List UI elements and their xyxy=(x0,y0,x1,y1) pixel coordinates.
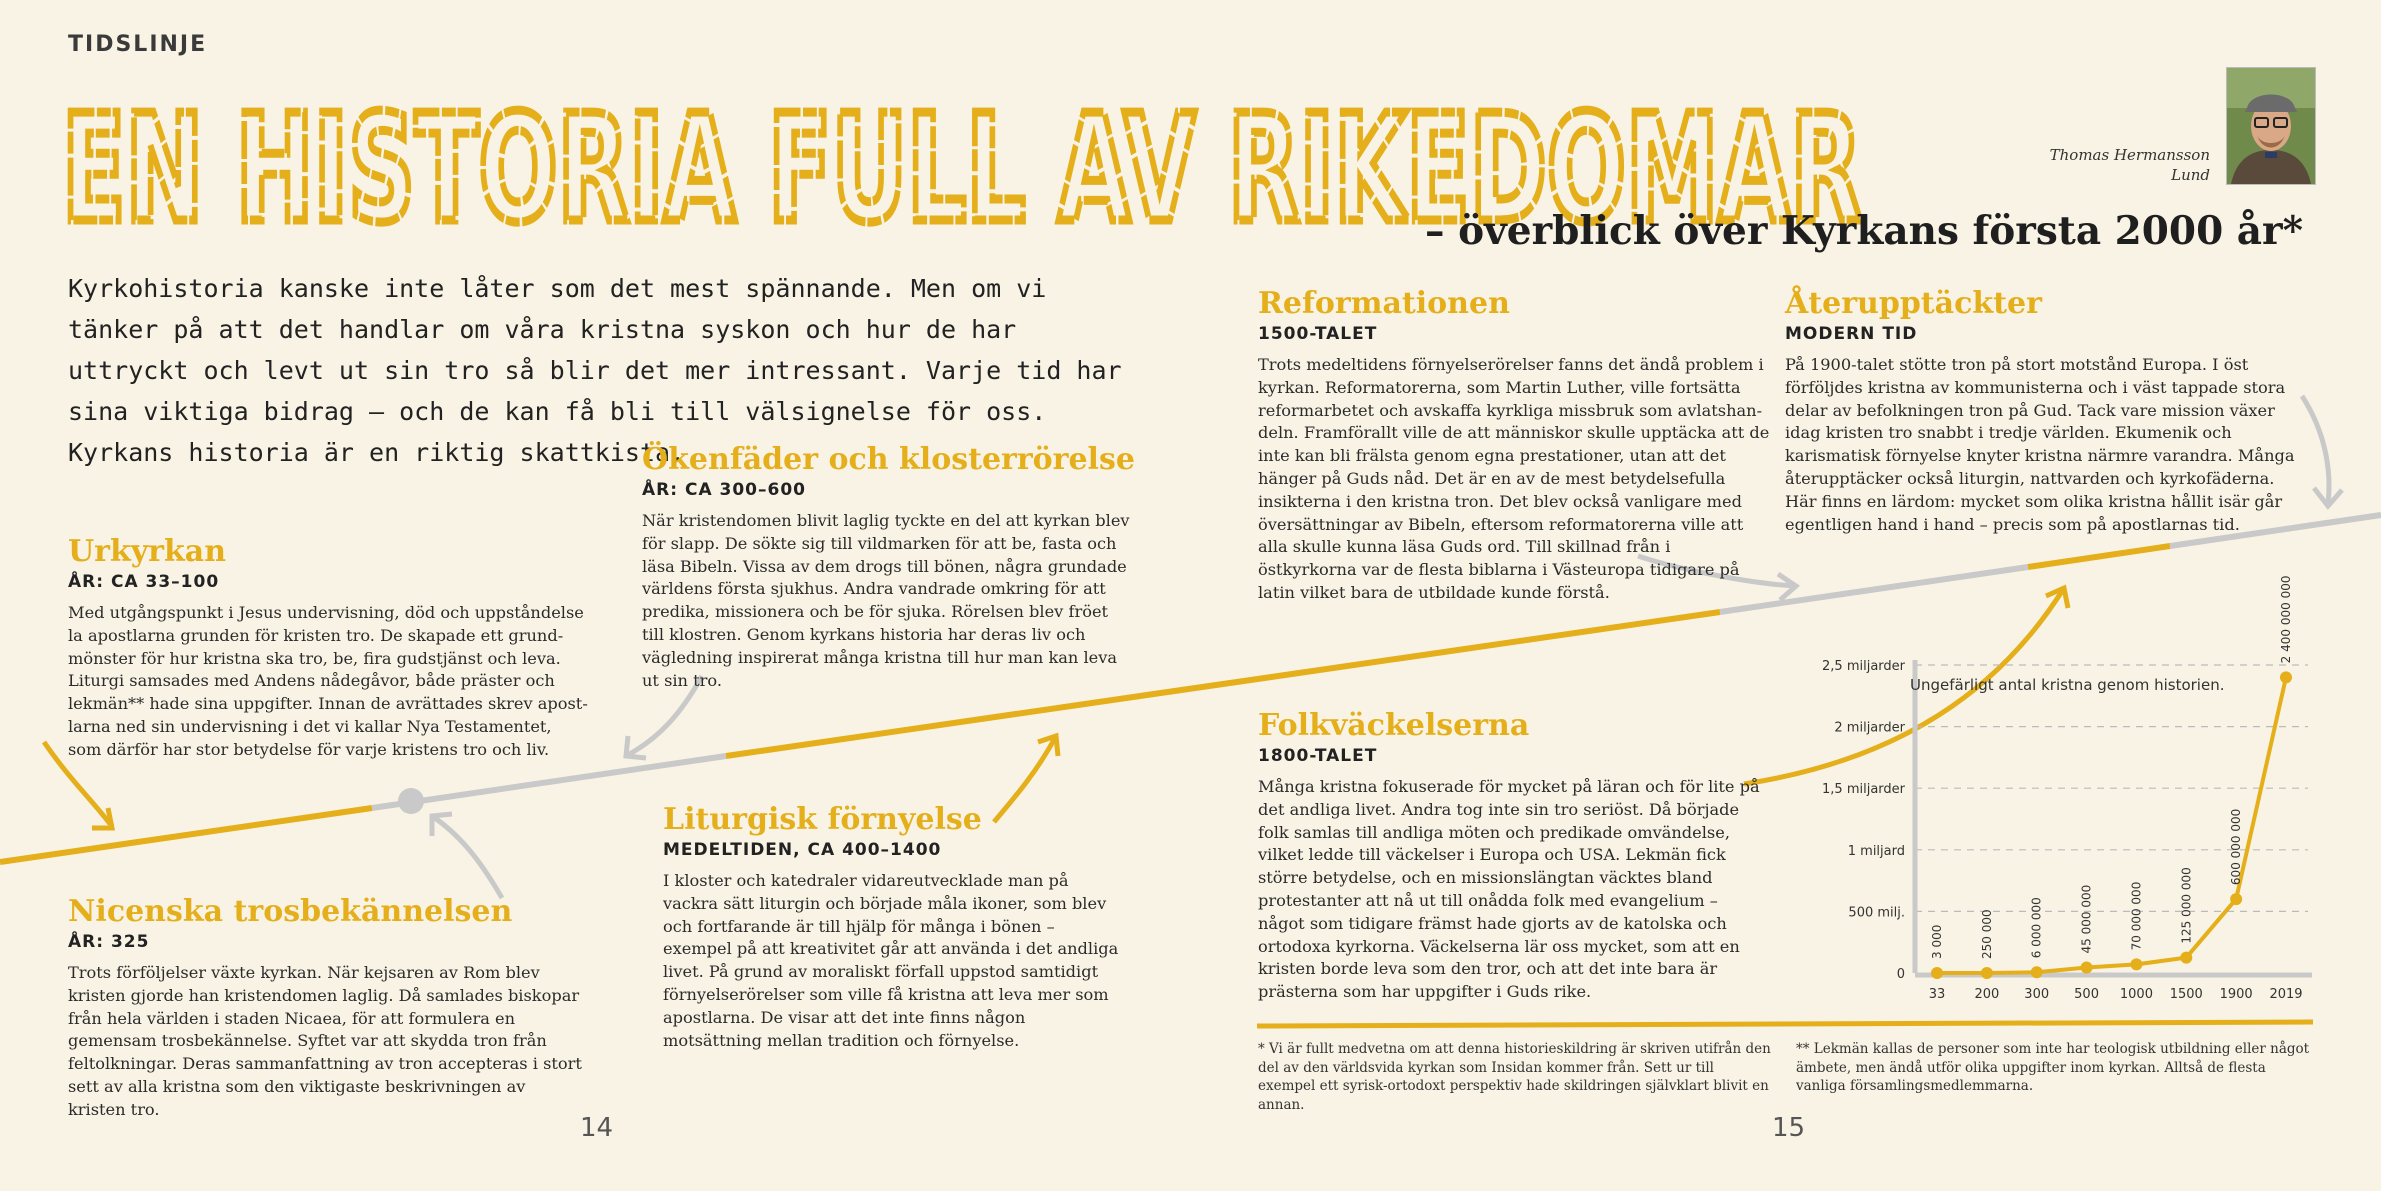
chart-y-tick-label: 1,5 miljarder xyxy=(1822,782,1905,798)
chart-data-label: 3 000 xyxy=(1930,924,1944,959)
section-period: ÅR: 325 xyxy=(68,932,150,952)
chart-data-label: 70 000 000 xyxy=(2129,881,2144,951)
chart-data-label: 6 000 000 xyxy=(2029,897,2044,959)
chart-y-tick-label: 500 milj. xyxy=(1848,905,1905,921)
chart-x-tick-label: 500 xyxy=(2074,987,2099,1002)
chart-point xyxy=(1931,967,1943,979)
section-okenfader xyxy=(642,442,1135,692)
section-text: Trots förföljelser växte kyrkan. När kejsaren av Rom blev kristen gjorde han kristendomen laglig. Då samlades biskopar från hela världen i staden Nicaea, för att formulera en gemensam trosbekännelse. Syftet var att skydda tron från feltolkningar. Deras sammanfattning av tron accepteras i stort sett av alla kristna som den viktigaste beskrivningen av kristen tro. xyxy=(68,963,582,1119)
page-number-right: 15 xyxy=(1772,1113,1806,1143)
section-period: ÅR: CA 300–600 xyxy=(642,480,806,500)
section-title: Ökenfäder och klosterrörelse xyxy=(642,442,1135,477)
section-title: Folkväckelserna xyxy=(1258,708,1530,743)
chart-x-tick-label: 1500 xyxy=(2169,987,2203,1002)
chart-x-tick-label: 300 xyxy=(2024,987,2050,1002)
chart-point xyxy=(2081,961,2093,973)
chart-y-axis xyxy=(1822,659,1915,982)
chart-data-label: 250 000 xyxy=(1979,909,1994,959)
section-urkyrkan xyxy=(68,534,588,762)
section-title: Nicenska trosbekännelsen xyxy=(68,894,513,929)
section-title: Liturgisk förnyelse xyxy=(663,802,982,837)
section-text: I kloster och katedraler vidareutvecklade man på vackra sätt liturgin och började måla ikoner, som blev och fortfarande är till hjälp för många i bönen – exempel på att kreativitet går att använda i det andliga livet. På grund av moraliskt förfall uppstod samtidigt förnyelserörelser som ville få kristna att leva mer som apostlarna. De visar att det inte finns någon motsättning mellan tradition och förnyelse. xyxy=(663,871,1119,1050)
chart-grid xyxy=(1915,665,2308,911)
section-text: Med utgångspunkt i Jesus undervisning, död och uppståndelse la apostlarna grunden för kristen tro. De skapade ett grundmönster för hur kristna ska tro, be, fira gudstjänst och leva. Liturgi samsades med Andens nådegåvor, både präster och lekmän** hade sina uppgifter. Innan de avrättades skrev apostlarna ned sin undervisning i det vi kallar Nya Testamentet, som därför har stor betydelse för varje kristens tro och liv. xyxy=(68,603,588,759)
section-kicker: TIDSLINJE xyxy=(68,32,208,57)
section-period: 1500-TALET xyxy=(1258,324,1378,344)
section-period: MEDELTIDEN, CA 400–1400 xyxy=(663,840,942,860)
section-liturgisk xyxy=(663,802,1125,1052)
section-reformationen xyxy=(1258,286,1770,605)
author-place: Lund xyxy=(2171,166,2210,184)
section-aterupptackter xyxy=(1785,286,2295,536)
timeline-marker xyxy=(398,788,424,814)
chart-y-tick-label: 2,5 miljarder xyxy=(1822,659,1905,674)
chart-title: Ungefärligt antal kristna genom historien. xyxy=(1910,676,2225,694)
footnote-one: * Vi är fullt medvetna om att denna historieskildring är skriven utifrån den del av den världsvida kyrkan som Insidan kommer från. Sett ur till exempel ett syrisk-ortodoxt perspektiv hade skildringen självklart blivit en annan. xyxy=(1258,1041,1771,1113)
chart-y-tick-label: 2 miljarder xyxy=(1834,720,1905,736)
chart-point xyxy=(2130,958,2142,970)
chart-x-tick-label: 1000 xyxy=(2119,987,2153,1002)
chart-x-tick-label: 1900 xyxy=(2219,987,2253,1002)
footnote-two: ** Lekmän kallas de personer som inte har teologisk utbildning eller något ämbete, men ändå utför olika uppgifter inom kyrkan. Alltså de flesta vanliga församlingsmedlemmarna. xyxy=(1796,1041,2310,1094)
chart-point xyxy=(2031,966,2043,978)
chart-data-label: 2 400 000 000 xyxy=(2279,575,2293,664)
section-period: MODERN TID xyxy=(1785,324,1918,344)
section-text: På 1900-talet stötte tron på stort motstånd Europa. I öst förföljdes kristna av kommunisterna och i väst tappade stora delar av befolkningen tron på Gud. Tack vare mission växer idag kristen tro snabbt i tredje världen. Ekumenik och karismatisk förnyelse knyter kristna närmre varandra. Många återupptäcker också liturgin, nattvarden och kyrkofäderna. Här finns en lärdom: mycket som olika kristna hållit isär går egentligen hand i hand – precis som på apostlarnas tid. xyxy=(1785,355,2295,534)
chart-x-tick-label: 2019 xyxy=(2269,987,2303,1002)
timeline-segment xyxy=(0,808,372,862)
section-title: Reformationen xyxy=(1258,286,1510,321)
chart-point xyxy=(1981,967,1993,979)
chart-x-tick-label: 33 xyxy=(1928,987,1946,1002)
section-title: Återupptäckter xyxy=(1785,286,2042,321)
section-period: 1800-TALET xyxy=(1258,746,1378,766)
intro-paragraph: Kyrkohistoria kanske inte låter som det mest spännande. Men om vi tänker på att det handlar om våra kristna syskon och hur de har uttryckt och levt ut sin tro så blir det mer intressant. Varje tid har sina viktiga bidrag – och de kan få bli till välsignelse för oss. Kyrkans historia är en riktig skattkista. xyxy=(68,274,1122,467)
timeline-segment xyxy=(372,756,726,808)
timeline-segment xyxy=(2028,546,2170,567)
chart-point xyxy=(2230,893,2242,905)
section-title: Urkyrkan xyxy=(68,534,227,569)
section-nicenska xyxy=(68,894,588,1122)
footer-rule xyxy=(1257,1022,2313,1026)
chart-point xyxy=(2180,952,2192,964)
section-folkvackelserna xyxy=(1258,708,1768,1004)
section-text: Många kristna fokuserade för mycket på läran och för lite på det andliga livet. Andra tog inte sin tro seriöst. Då började folk samlas till andliga möten och predikade omvändelse, vilket ledde till väckelser i Europa och USA. Lekmän fick större betydelse, och en missionslängtan väcktes bland protestanter att nå ut till onådda folk med evangelium – något som tidigare främst hade gjorts av de katolska och ortodoxa kyrkorna. Väckelserna lär oss mycket, som att en kristen borde leva som den tror, och att det inte bara är prästerna som har uppgifter i Guds rike. xyxy=(1258,777,1760,1002)
christians-growth-chart xyxy=(1800,575,2340,1010)
chart-data-label: 600 000 000 xyxy=(2229,808,2244,886)
chart-y-tick-label: 1 miljard xyxy=(1847,843,1905,859)
section-text: Trots medeltidens förnyelserörelser fanns det ändå problem i kyrkan. Reformatorerna, som Martin Luther, ville fortsätta reformarbetet och avskaffa kyrkliga missbruk som avlatshandeln. Framförallt ville de att människor skulle upptäcka att de inte kan bli frälsta genom egna prestationer, utan att det hänger på Guds nåd. Det är en av de mest betydelsefulla insikterna i den kristna tron. Det blev också vanligare med översättningar av Bibeln, eftersom reformatorerna ville att alla skulle kunna läsa Guds ord. Till skillnad från i östkyrkorna var de flesta biblarna i Västeuropa tidigare på latin vilket bara de utbildade kunde förstå. xyxy=(1258,355,1770,602)
page-number-left: 14 xyxy=(580,1113,614,1143)
chart-y-tick-label: 0 xyxy=(1896,967,1905,982)
chart-data-label: 125 000 000 xyxy=(2179,867,2194,944)
chart-x-tick-label: 200 xyxy=(1974,987,2000,1002)
arrow-nicenska xyxy=(432,816,502,898)
chart-x-axis xyxy=(1915,975,2312,1002)
author-name: Thomas Hermansson xyxy=(2049,146,2210,164)
chart-point xyxy=(2280,671,2292,683)
subtitle: – överblick över Kyrkans första 2000 år* xyxy=(1425,208,2303,254)
headline-text: EN HISTORIA FULL AV RIKEDOMAR xyxy=(62,83,1862,255)
chart-data-label: 45 000 000 xyxy=(2079,884,2094,954)
section-text: När kristendomen blivit laglig tyckte en del att kyrkan blev för slapp. De sökte sig till vildmarken för att be, fasta och läsa Bibeln. Vissa av dem drogs till bönen, några grundade världens första sjukhus. Andra vandrade omkring för att predika, missionera och be för sjuka. Rörelsen blev fröet till klostren. Genom kyrkans historia har deras liv och vägledning inspirerat många kristna till hur man kan leva ut sin tro. xyxy=(642,511,1130,690)
section-period: ÅR: CA 33–100 xyxy=(68,572,220,592)
